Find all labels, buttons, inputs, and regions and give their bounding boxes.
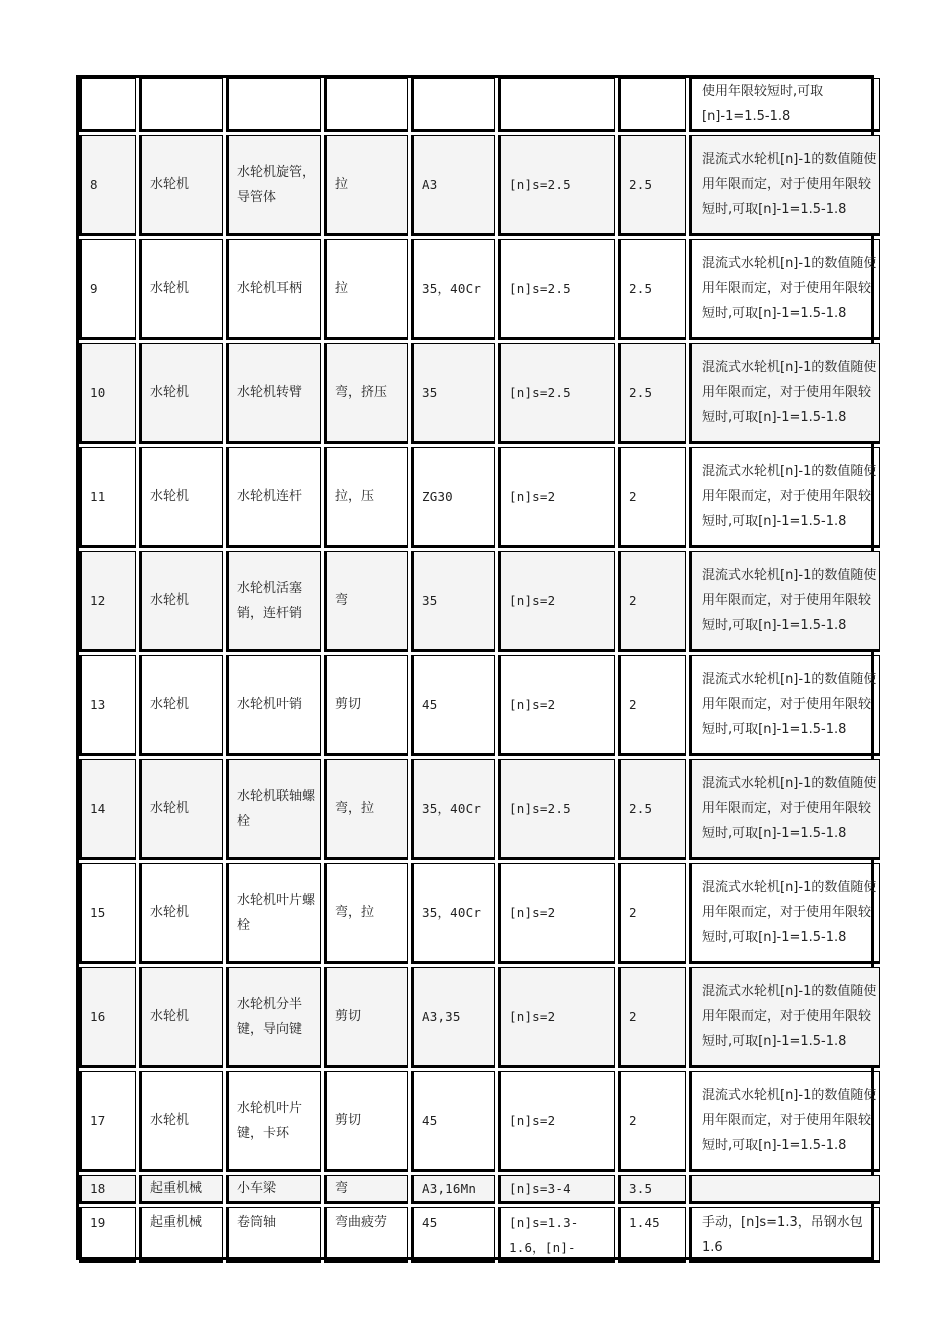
material-cell: 35: [411, 343, 495, 444]
factor-value-cell: 2.5: [618, 759, 686, 860]
material-cell: 45: [411, 1207, 495, 1263]
factor-value-cell: 3.5: [618, 1175, 686, 1204]
machine-type-cell: 起重机械: [139, 1207, 223, 1263]
row-number-cell: 10: [79, 343, 136, 444]
part-name-cell: 水轮机转臂: [226, 343, 321, 444]
remark-cell: 混流式水轮机[n]-1的数值随使用年限而定，对于使用年限较短时,可取[n]-1=1.5-1.8: [689, 135, 880, 236]
stress-type-cell: [324, 78, 408, 132]
safety-factor-cell: [n]s=2: [498, 1071, 615, 1172]
safety-factor-cell: [498, 78, 615, 132]
factor-value-cell: 2: [618, 447, 686, 548]
table-row: [79, 551, 880, 652]
machine-type-cell: 水轮机: [139, 343, 223, 444]
part-name-cell: 小车梁: [226, 1175, 321, 1204]
remark-cell: 手动，[n]s=1.3，吊钢水包1.6: [689, 1207, 880, 1263]
machine-type-cell: 水轮机: [139, 135, 223, 236]
safety-factor-cell: [n]s=2: [498, 447, 615, 548]
material-cell: 35: [411, 551, 495, 652]
remark-cell: 使用年限较短时,可取[n]-1=1.5-1.8: [689, 78, 880, 132]
safety-factor-cell: [n]s=2.5: [498, 239, 615, 340]
factor-value-cell: [618, 78, 686, 132]
row-number-cell: 14: [79, 759, 136, 860]
row-number-cell: 18: [79, 1175, 136, 1204]
safety-factor-cell: [n]s=2: [498, 655, 615, 756]
remark-cell: 混流式水轮机[n]-1的数值随使用年限而定，对于使用年限较短时,可取[n]-1=1.5-1.8: [689, 343, 880, 444]
row-number-cell: 16: [79, 967, 136, 1068]
remark-cell: 混流式水轮机[n]-1的数值随使用年限而定，对于使用年限较短时,可取[n]-1=1.5-1.8: [689, 967, 880, 1068]
table-row: [79, 447, 880, 548]
part-name-cell: 水轮机叶片螺栓: [226, 863, 321, 964]
table-row: [79, 1071, 880, 1172]
part-name-cell: 卷筒轴: [226, 1207, 321, 1263]
stress-type-cell: 弯，挤压: [324, 343, 408, 444]
factor-value-cell: 2: [618, 551, 686, 652]
row-number-cell: 8: [79, 135, 136, 236]
factor-value-cell: 2: [618, 1071, 686, 1172]
part-name-cell: 水轮机分半键，导向键: [226, 967, 321, 1068]
stress-type-cell: 弯: [324, 551, 408, 652]
material-cell: 45: [411, 655, 495, 756]
row-number-cell: 11: [79, 447, 136, 548]
part-name-cell: 水轮机活塞销，连杆销: [226, 551, 321, 652]
stress-type-cell: 弯: [324, 1175, 408, 1204]
remark-cell: 混流式水轮机[n]-1的数值随使用年限而定，对于使用年限较短时,可取[n]-1=1.5-1.8: [689, 863, 880, 964]
part-name-cell: 水轮机联轴螺栓: [226, 759, 321, 860]
remark-cell: 混流式水轮机[n]-1的数值随使用年限而定，对于使用年限较短时,可取[n]-1=1.5-1.8: [689, 551, 880, 652]
material-cell: A3,16Mn: [411, 1175, 495, 1204]
machine-type-cell: 水轮机: [139, 967, 223, 1068]
safety-factor-table: [76, 75, 883, 1266]
remark-cell: 混流式水轮机[n]-1的数值随使用年限而定，对于使用年限较短时,可取[n]-1=1.5-1.8: [689, 239, 880, 340]
material-cell: ZG30: [411, 447, 495, 548]
part-name-cell: 水轮机叶片键，卡环: [226, 1071, 321, 1172]
row-number-cell: 17: [79, 1071, 136, 1172]
stress-type-cell: 拉: [324, 135, 408, 236]
safety-factor-cell: [n]s=2.5: [498, 343, 615, 444]
table-row: [79, 759, 880, 860]
table-row: [79, 135, 880, 236]
stress-type-cell: 拉: [324, 239, 408, 340]
material-cell: A3: [411, 135, 495, 236]
machine-type-cell: [139, 78, 223, 132]
material-cell: 35，40Cr: [411, 239, 495, 340]
machine-type-cell: 水轮机: [139, 655, 223, 756]
factor-value-cell: 1.45: [618, 1207, 686, 1263]
stress-type-cell: 剪切: [324, 655, 408, 756]
table-row: [79, 863, 880, 964]
remark-cell: 混流式水轮机[n]-1的数值随使用年限而定，对于使用年限较短时,可取[n]-1=1.5-1.8: [689, 759, 880, 860]
part-name-cell: 水轮机耳柄: [226, 239, 321, 340]
material-cell: A3,35: [411, 967, 495, 1068]
row-number-cell: 9: [79, 239, 136, 340]
material-cell: 35，40Cr: [411, 759, 495, 860]
table-row: [79, 967, 880, 1068]
stress-type-cell: 弯曲疲劳: [324, 1207, 408, 1263]
remark-cell: [689, 1175, 880, 1204]
stress-type-cell: 剪切: [324, 967, 408, 1068]
stress-type-cell: 剪切: [324, 1071, 408, 1172]
factor-value-cell: 2.5: [618, 343, 686, 444]
safety-factor-cell: [n]s=2: [498, 863, 615, 964]
machine-type-cell: 起重机械: [139, 1175, 223, 1204]
table-row: [79, 78, 880, 132]
part-name-cell: 水轮机旋管，导管体: [226, 135, 321, 236]
table-row: [79, 343, 880, 444]
machine-type-cell: 水轮机: [139, 239, 223, 340]
machine-type-cell: 水轮机: [139, 863, 223, 964]
stress-type-cell: 弯，拉: [324, 863, 408, 964]
table-row: [79, 655, 880, 756]
remark-cell: 混流式水轮机[n]-1的数值随使用年限而定，对于使用年限较短时,可取[n]-1=1.5-1.8: [689, 447, 880, 548]
remark-cell: 混流式水轮机[n]-1的数值随使用年限而定，对于使用年限较短时,可取[n]-1=1.5-1.8: [689, 655, 880, 756]
safety-factor-cell: [n]s=2.5: [498, 759, 615, 860]
factor-value-cell: 2: [618, 863, 686, 964]
safety-factor-cell: [n]s=2.5: [498, 135, 615, 236]
material-cell: [411, 78, 495, 132]
safety-factor-cell: [n]s=1.3-1.6，[n]-: [498, 1207, 615, 1263]
table-row: [79, 1175, 880, 1204]
machine-type-cell: 水轮机: [139, 759, 223, 860]
safety-factor-cell: [n]s=2: [498, 551, 615, 652]
row-number-cell: [79, 78, 136, 132]
part-name-cell: 水轮机连杆: [226, 447, 321, 548]
row-number-cell: 13: [79, 655, 136, 756]
row-number-cell: 15: [79, 863, 136, 964]
table-row: [79, 239, 880, 340]
safety-factor-cell: [n]s=2: [498, 967, 615, 1068]
material-cell: 35，40Cr: [411, 863, 495, 964]
factor-value-cell: 2: [618, 967, 686, 1068]
part-name-cell: [226, 78, 321, 132]
factor-value-cell: 2: [618, 655, 686, 756]
stress-type-cell: 拉，压: [324, 447, 408, 548]
safety-factor-cell: [n]s=3-4: [498, 1175, 615, 1204]
material-cell: 45: [411, 1071, 495, 1172]
remark-cell: 混流式水轮机[n]-1的数值随使用年限而定，对于使用年限较短时,可取[n]-1=1.5-1.8: [689, 1071, 880, 1172]
row-number-cell: 12: [79, 551, 136, 652]
factor-value-cell: 2.5: [618, 135, 686, 236]
machine-type-cell: 水轮机: [139, 447, 223, 548]
machine-type-cell: 水轮机: [139, 1071, 223, 1172]
factor-value-cell: 2.5: [618, 239, 686, 340]
machine-type-cell: 水轮机: [139, 551, 223, 652]
part-name-cell: 水轮机叶销: [226, 655, 321, 756]
stress-type-cell: 弯，拉: [324, 759, 408, 860]
table-row: [79, 1207, 880, 1263]
row-number-cell: 19: [79, 1207, 136, 1263]
